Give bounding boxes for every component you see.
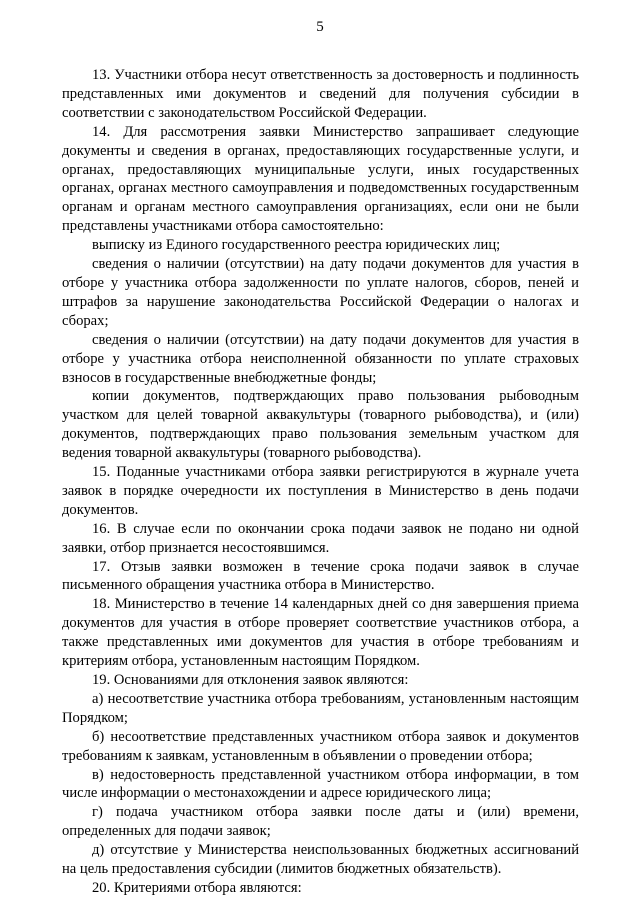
list-item-g: г) подача участником отбора заявки после даты и (или) времени, определенных для подачи заявок;: [62, 804, 579, 840]
list-item-v: в) недостоверность представленной участником отбора информации, в том числе информации о местонахождении и адресе юридического лица;: [62, 766, 579, 802]
paragraph-19: 19. Основаниями для отклонения заявок являются:: [92, 672, 409, 688]
paragraph-18: 18. Министерство в течение 14 календарных дней со дня завершения приема документов для участия в отборе проверяет соответствие участников отбора, а также представленных ими документов для участия в отборе требованиям и критериям отбора, установленным настоящим Порядком.: [62, 596, 579, 670]
list-item-d: д) отсутствие у Министерства неиспользованных бюджетных ассигнований на цель предоставления субсидии (лимитов бюджетных обязательств).: [62, 842, 579, 878]
list-item-usage-rights-copies: копии документов, подтверждающих право пользования рыбоводным участком для целей товарной аквакультуры (товарного рыбоводства), и (или) документов, подтверждающих право пользования земельным участком для ведения товарной аквакультуры (товарного рыбоводства).: [62, 388, 579, 462]
page-number: 5: [316, 19, 324, 35]
paragraph-13: 13. Участники отбора несут ответственность за достоверность и подлинность представленных ими документов и сведений для получения субсидии в соответствии с законодательством Российской Федерации.: [62, 67, 579, 121]
list-item-egrul-extract: выписку из Единого государственного реестра юридических лиц;: [92, 237, 501, 254]
list-item-tax-debt-info: сведения о наличии (отсутствии) на дату подачи документов для участия в отборе у участника отбора задолженности по уплате налогов, сборов, пеней и штрафов за нарушение законодательства Российской Федерации о налогах и сборах;: [62, 256, 579, 329]
list-item-a: а) несоответствие участника отбора требованиям, установленным настоящим Порядком;: [62, 690, 579, 726]
paragraph-17: 17. Отзыв заявки возможен в течение срока подачи заявок в случае письменного обращения участника отбора в Министерство.: [62, 558, 579, 594]
list-item-insurance-contributions-info: сведения о наличии (отсутствии) на дату подачи документов для участия в отборе у участника отбора неисполненной обязанности по уплате страховых взносов в государственные внебюджетные фонды;: [62, 331, 579, 386]
paragraph-16: 16. В случае если по окончании срока подачи заявок не подано ни одной заявки, отбор признается несостоявшимся.: [62, 520, 579, 556]
document-body: [62, 66, 579, 898]
paragraph-20: 20. Критериями отбора являются:: [92, 879, 302, 896]
list-item-b: б) несоответствие представленных участником отбора заявок и документов требованиям к заявкам, установленным в объявлении о проведении отбора;: [62, 728, 579, 764]
paragraph-15: 15. Поданные участниками отбора заявки регистрируются в журнале учета заявок в порядке очередности их поступления в Министерство в день подачи документов.: [62, 464, 579, 518]
paragraph-14: 14. Для рассмотрения заявки Министерство запрашивает следующие документы и сведения в органах, предоставляющих государственные услуги, и органах, предоставляющих муниципальные услуги, иных государственных органах, органах местного самоуправления и подведомственных государственным органам и органам местного самоуправления организациях, если они не были представлены участниками отбора самостоятельно:: [62, 123, 579, 235]
